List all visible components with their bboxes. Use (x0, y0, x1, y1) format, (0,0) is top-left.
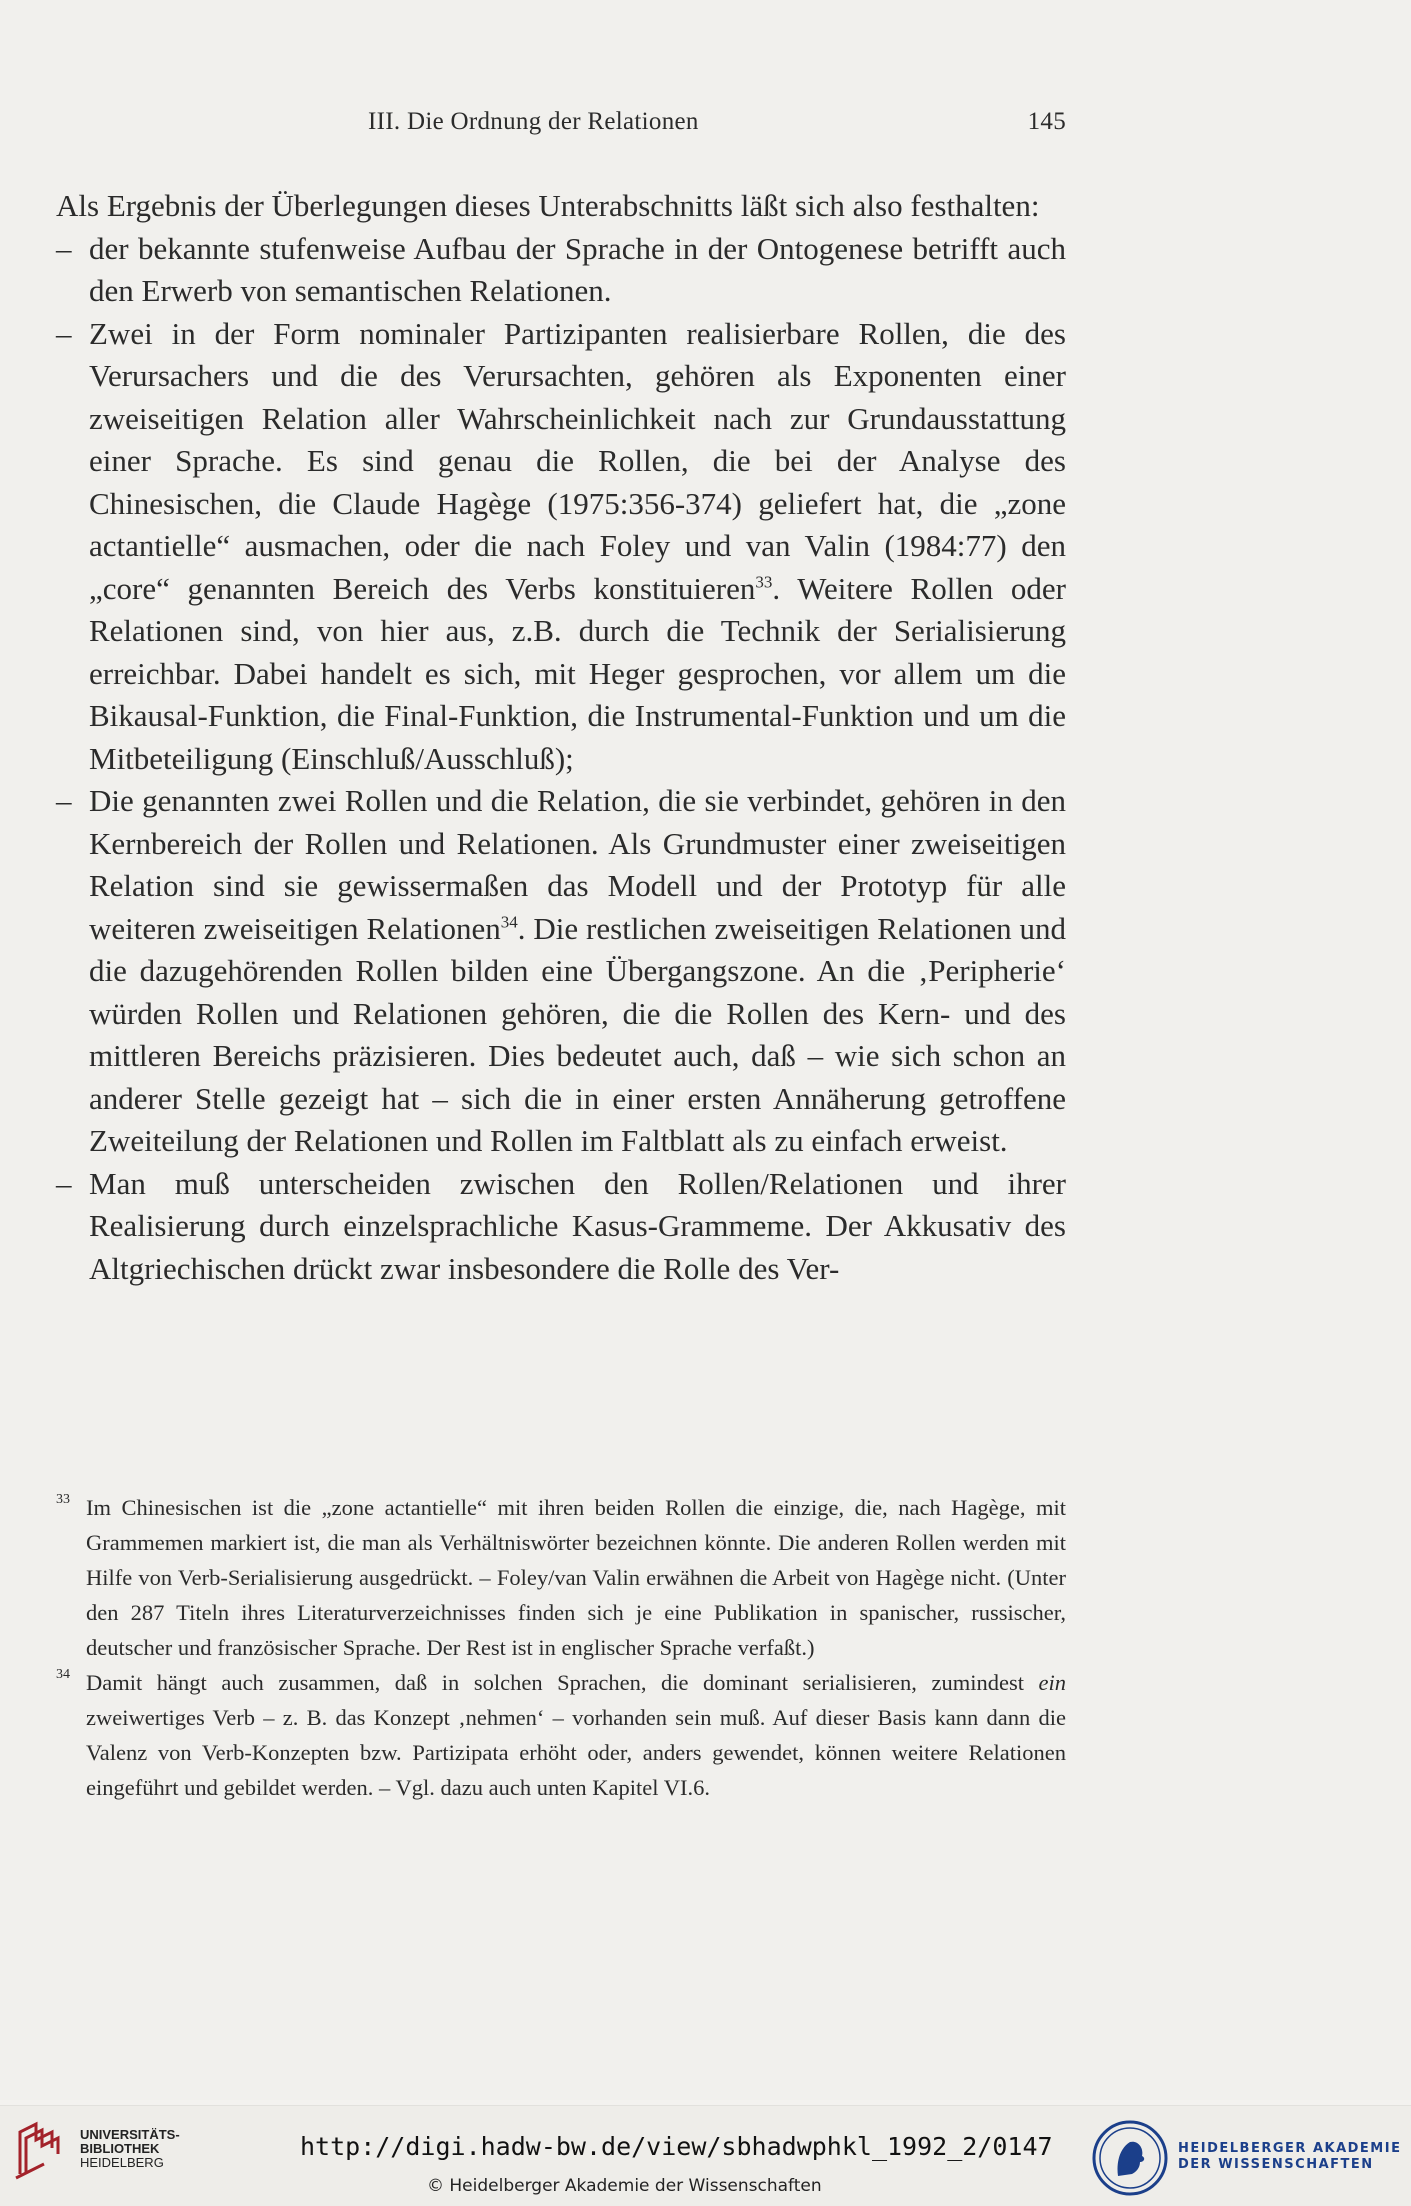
footnote-33 (56, 1490, 1066, 1665)
footnote-34 (56, 1665, 1066, 1805)
dash-marker: – (56, 230, 72, 266)
footnote-mark: 33 (56, 1492, 70, 1507)
footnotes (56, 1490, 1066, 1805)
dash-marker: – (56, 783, 72, 818)
library-line: HEIDELBERG (80, 2155, 164, 2170)
page-number: 145 (1027, 108, 1066, 135)
list-item (56, 313, 1066, 781)
footnote-ref-34[interactable]: 34 (500, 912, 518, 932)
footnote-emphasis: ein (1038, 1670, 1066, 1695)
copyright-notice: © Heidelberger Akademie der Wissenschaften (427, 2176, 822, 2196)
footnote-mark: 34 (56, 1667, 70, 1682)
list-item-text: . Weitere Rollen oder Relationen sind, von hier aus, z.B. durch die Technik der Serialisierung erreichbar. Dabei handelt es sich, mit Heger gesprochen, vor allem um die Bikausal-Funktion, die Final-Funktion, die Instrumental-Funktion und um die Mitbeteiligung (Einschluß/Ausschluß); (89, 570, 1066, 776)
academy-line: HEIDELBERGER AKADEMIE (1178, 2141, 1402, 2156)
main-text (56, 185, 1066, 1290)
list-item (56, 780, 1066, 1163)
list-item-text: der bekannte stufenweise Aufbau der Sprache in der Ontogenese betrifft auch den Erwerb von semantischen Relationen. (89, 230, 1066, 308)
footnote-text: Im Chinesischen ist die „zone actantielle“ mit ihren beiden Rollen die einzige, die, nach Hagège, mit Grammemen markiert ist, die man als Verhältniswörter bezeichnen könnte. Die anderen Rollen werden mit Hilfe von Verb-Serialisierung ausgedrückt. – Foley/van Valin erwähnen die Arbeit von Hagège nicht. (Unter den 287 Titeln ihres Literaturverzeichnisses finden sich je eine Publikation in spanischer, russischer, deutscher und französischer Sprache. Der Rest ist in englischer Sprache verfaßt.) (86, 1495, 1066, 1660)
list-item-text: Zwei in der Form nominaler Partizipanten realisierbare Rollen, die des Verursachers und die des Verursachten, gehören als Exponenten einer zweiseitigen Relation aller Wahrscheinlichkeit nach zur Grundausstattung einer Sprache. Es sind genau die Rollen, die bei der Analyse des Chinesischen, die Claude Hagège (1975:356-374) geliefert hat, die „zone actantielle“ ausmachen, oder die nach Foley und van Valin (1984:77) den „core“ genannten Bereich des Verbs konstituieren (89, 315, 1066, 606)
footnote-text: Damit hängt auch zusammen, daß in solchen Sprachen, die dominant serialisieren, zumindest (86, 1670, 1039, 1695)
intro-paragraph: Als Ergebnis der Überlegungen dieses Unterabschnitts läßt sich also festhalten: (56, 188, 1040, 223)
academy-seal-icon[interactable] (1090, 2118, 1170, 2198)
dash-marker: – (56, 1165, 72, 1201)
academy-line: DER WISSENSCHAFTEN (1178, 2157, 1374, 2172)
footnote-ref-33[interactable]: 33 (755, 572, 773, 592)
library-line: UNIVERSITÄTS- (80, 2127, 180, 2142)
university-library-name (80, 2128, 180, 2170)
library-line: BIBLIOTHEK (80, 2141, 160, 2156)
permalink-url[interactable]: http://digi.hadw-bw.de/view/sbhadwphkl_1992_2/0147 (300, 2132, 1053, 2161)
footnote-text: zweiwertiges Verb – z. B. das Konzept ‚nehmen‘ – vorhanden sein muß. Auf dieser Basis kann dann die Valenz von Verb-Konzepten bzw. Partizipata erhöht oder, anders gewendet, können weitere Relationen eingeführt und gebildet werden. – Vgl. dazu auch unten Kapitel VI.6. (86, 1705, 1066, 1800)
list-item-text: . Die restlichen zweiseitigen Relationen und die dazugehörenden Rollen bilden eine Übergangszone. An die ‚Peripherie‘ würden Rollen und Relationen gehören, die die Rollen des Kern- und des mittleren Bereichs präzisieren. Dies bedeutet auch, daß – wie sich schon an anderer Stelle gezeigt hat – sich die in einer ersten Annäherung getroffene Zweiteilung der Relationen und Rollen im Faltblatt als zu einfach erweist. (89, 910, 1066, 1158)
list-item (56, 1163, 1066, 1291)
dash-marker: – (56, 315, 72, 351)
list-item-text: Die genannten zwei Rollen und die Relation, die sie verbindet, gehören in den Kernbereich der Rollen und Relationen. Als Grundmuster einer zweiseitigen Relation sind sie gewissermaßen das Modell und der Prototyp für alle weiteren zweiseitigen Relationen (89, 783, 1066, 946)
academy-name (1178, 2141, 1401, 2173)
list-item (56, 228, 1066, 313)
list-item-text: Man muß unterscheiden zwischen den Rollen/Relationen und ihrer Realisierung durch einzelsprachliche Kasus-Grammeme. Der Akkusativ des Altgriechischen drückt zwar insbesondere die Rolle des Ver- (89, 1165, 1066, 1286)
footer-bar (0, 2105, 1411, 2206)
chapter-title: III. Die Ordnung der Relationen (368, 108, 699, 135)
university-library-logo-icon[interactable] (14, 2120, 66, 2180)
